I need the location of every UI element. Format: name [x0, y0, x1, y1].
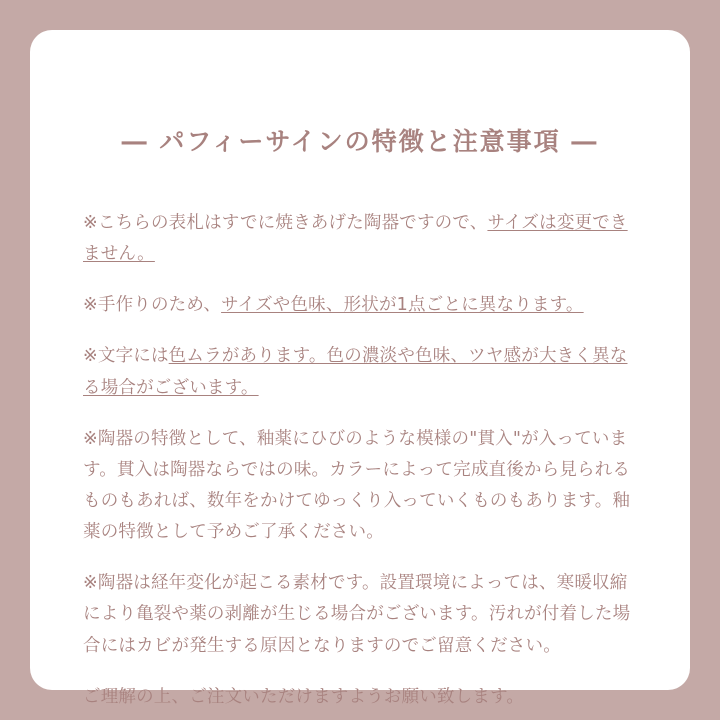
page-title: ― パフィーサインの特徴と注意事項 ― [121, 127, 599, 156]
notice-text: ※文字には [83, 346, 169, 367]
notice-paragraph [83, 341, 645, 403]
notice-text-underlined: 色ムラがあります。色の濃淡や色味、ツヤ感が大きく異なる場合がございます。 [83, 346, 628, 398]
notice-body [83, 208, 645, 713]
notice-paragraph [83, 208, 645, 270]
notice-text-underlined: サイズは変更できません。 [83, 213, 628, 265]
notice-text: ご理解の上、ご注文いただけますようお願い致します。 [83, 686, 525, 707]
notice-paragraph [83, 290, 645, 321]
notice-text-underlined: サイズや色味、形状が1点ごとに異なります。 [221, 295, 584, 316]
notice-paragraph [83, 682, 645, 713]
notice-card [30, 30, 690, 707]
notice-text: ※陶器は経年変化が起こる素材です。設置環境によっては、寒暖収縮により亀裂や薬の剥離が生じる場合がございます。汚れが付着した場合にはカビが発生する原因となりますのでご留意ください。 [83, 573, 631, 656]
notice-text: ※陶器の特徴として、釉薬にひびのような模様の"貫入"が入っています。貫入は陶器ならではの味。カラーによって完成直後から見られるものもあれば、数年をかけてゆっくり入っていくものもあります。釉薬の特徴として予めご了承ください。 [83, 428, 631, 543]
notice-text: ※手作りのため、 [83, 295, 222, 316]
notice-text: ※こちらの表札はすでに焼きあげた陶器ですので、 [83, 213, 488, 233]
notice-paragraph [83, 424, 645, 549]
notice-paragraph [83, 568, 645, 661]
